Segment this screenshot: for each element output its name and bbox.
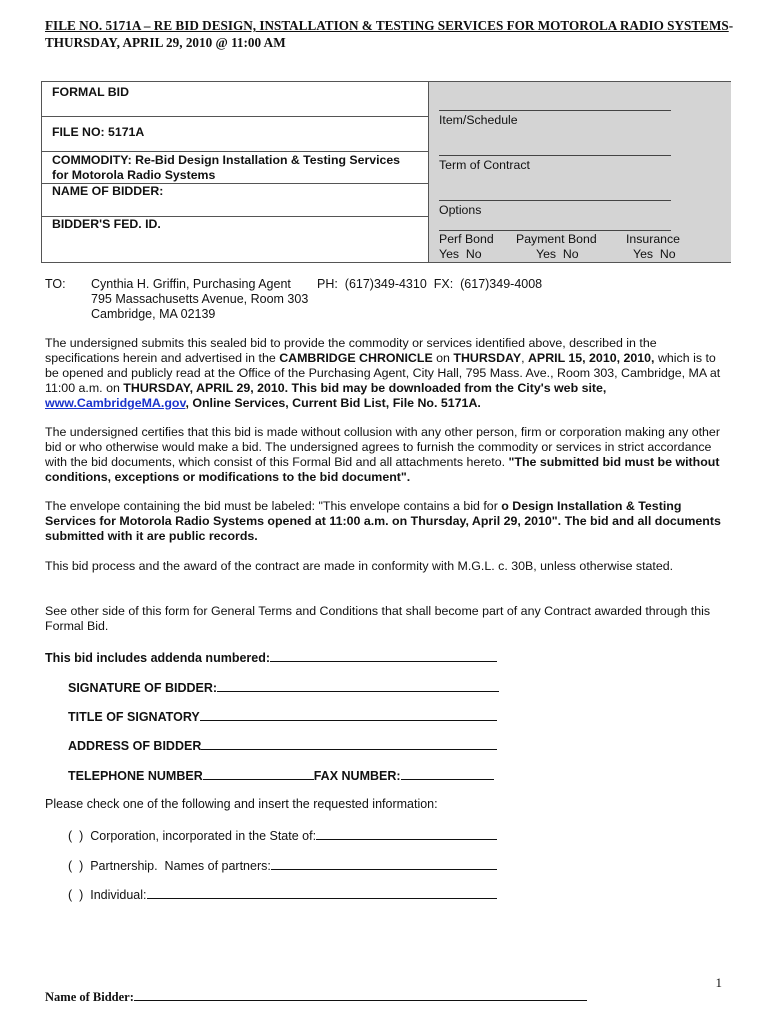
individual-label: ( ) Individual: <box>68 888 147 902</box>
addenda-input[interactable] <box>270 649 497 662</box>
p1-newspaper: CAMBRIDGE CHRONICLE <box>279 351 433 365</box>
p2-conditions: "The submitted bid must be without conditions, exceptions or modifications to the bid document". <box>45 455 720 484</box>
bid-options-panel <box>428 82 731 262</box>
item-schedule-line <box>439 110 671 111</box>
signature-label: SIGNATURE OF BIDDER <box>68 681 213 695</box>
signature-colon: : <box>212 681 218 695</box>
telephone-label: TELEPHONE NUMBER <box>68 769 203 783</box>
paragraph-certification <box>45 425 730 485</box>
paragraph-envelope <box>45 499 730 544</box>
city-website-link[interactable]: www.CambridgeMA.gov <box>45 396 186 410</box>
insurance-label: Insurance <box>626 232 681 246</box>
individual-option[interactable] <box>68 886 497 902</box>
p1-opening-date: THURSDAY, APRIL 29, 2010. This bid may be downloaded from the City's web site, <box>123 381 607 395</box>
partnership-label: ( ) Partnership. Names of partners: <box>68 859 271 873</box>
payment-bond-label: Payment Bond <box>516 232 597 246</box>
footer-name-input[interactable] <box>134 988 587 1001</box>
document-title <box>45 17 745 51</box>
corporation-option[interactable] <box>68 827 497 843</box>
recipient-address-line2: Cambridge, MA 02139 <box>91 307 216 321</box>
p1-text-a: The undersigned submits this sealed bid to provide the commodity or services identified above, described in the specifications herein and advertised in the <box>45 336 657 365</box>
bond-line <box>439 230 671 231</box>
paragraph-advertisement <box>45 336 730 411</box>
insurance-yes-no: Yes No <box>633 247 676 261</box>
formal-bid-cell <box>42 82 428 117</box>
address-field <box>68 737 497 753</box>
name-of-bidder-label: NAME OF BIDDER: <box>52 184 164 198</box>
p1-text-g: which is to be opened and publicly read at the Office of the Purchasing Agent, City Hall, 795 Mass. Ave., Room 303, Cambridge, MA at 11:00 a.m. on <box>45 351 721 395</box>
p1-date: APRIL 15, 2010, 2010, <box>527 351 655 365</box>
recipient-address-line1: 795 Massachusetts Avenue, Room 303 <box>91 292 309 306</box>
options-line <box>439 200 671 201</box>
address-input[interactable] <box>201 737 497 750</box>
title-line2: THURSDAY, APRIL 29, 2010 @ 11:00 AM <box>45 35 286 50</box>
individual-input[interactable] <box>147 886 497 899</box>
signature-field <box>68 679 499 695</box>
footer-name-of-bidder <box>45 988 587 1005</box>
telephone-input[interactable] <box>203 767 314 780</box>
perf-bond-yes-no: Yes No <box>439 247 482 261</box>
p2-text: The undersigned certifies that this bid is made without collusion with any other person, firm or corporation making any other bid or who otherwise would make a bid. The undersigned agrees to furnish the commodity or services in strict accordance with the bid documents, which consist of this Formal Bid and all attachments hereto. <box>45 425 720 469</box>
term-line <box>439 155 671 156</box>
page-number: 1 <box>715 975 722 990</box>
recipient-address <box>91 277 308 322</box>
recipient-name: Cynthia H. Griffin, Purchasing Agent <box>91 277 291 291</box>
paragraph-mgl: This bid process and the award of the contract are made in conformity with M.G.L. c. 30B, unless otherwise stated. <box>45 559 674 573</box>
p1-bid-list: , Online Services, Current Bid List, File No. 5171A. <box>185 396 481 410</box>
addenda-field <box>45 649 497 665</box>
item-schedule-label: Item/Schedule <box>439 113 518 127</box>
commodity-line2: for Motorola Radio Systems <box>52 168 216 182</box>
p3-label: o Design Installation & Testing Services for Motorola Radio Systems opened at 11:00 a.m. on Thursday, April 29, 2010". The bid and all documents submitted with it are public records. <box>45 499 721 543</box>
partnership-names-input[interactable] <box>271 857 497 870</box>
title-dash: - <box>728 18 734 33</box>
footer-name-label: Name of Bidder: <box>45 990 134 1004</box>
commodity-line1: COMMODITY: Re-Bid Design Installation & Testing Services <box>52 153 401 167</box>
commodity-label <box>52 153 400 183</box>
p1-text-e: , <box>521 351 528 365</box>
fed-id-label: BIDDER'S FED. ID. <box>52 217 161 231</box>
title-signatory-label: TITLE OF SIGNATORY <box>68 710 200 724</box>
name-of-bidder-cell <box>42 184 428 217</box>
formal-bid-label: FORMAL BID <box>52 85 129 99</box>
p3-text: The envelope containing the bid must be labeled: "This envelope contains a bid for <box>45 499 502 513</box>
addenda-label: This bid includes addenda numbered: <box>45 651 271 665</box>
title-signatory-input[interactable] <box>200 708 497 721</box>
payment-bond-yes-no: Yes No <box>536 247 579 261</box>
partnership-option[interactable] <box>68 857 497 873</box>
title-signatory-field <box>68 708 497 724</box>
paragraph-terms: See other side of this form for General Terms and Conditions that shall become part of any Contract awarded through this Formal Bid. <box>45 604 711 633</box>
p1-day: THURSDAY <box>453 351 522 365</box>
signature-input[interactable] <box>217 679 499 692</box>
telephone-fax-field <box>68 767 494 783</box>
fax-label: FAX NUMBER: <box>313 769 401 783</box>
term-of-contract-label: Term of Contract <box>439 158 530 172</box>
phone-fax: PH: (617)349-4310 FX: (617)349-4008 <box>317 277 543 291</box>
bid-info-box <box>41 81 731 263</box>
file-no-label: FILE NO: 5171A <box>52 125 145 139</box>
title-line1: FILE NO. 5171A – RE BID DESIGN, INSTALLATION & TESTING SERVICES FOR MOTOROLA RADIO SYSTEMS <box>45 18 729 33</box>
file-no-cell <box>42 117 428 152</box>
to-label: TO: <box>45 277 66 291</box>
corporation-label: ( ) Corporation, incorporated in the State of: <box>68 829 317 843</box>
perf-bond-label: Perf Bond <box>439 232 494 246</box>
commodity-cell <box>42 152 428 184</box>
fax-input[interactable] <box>401 767 494 780</box>
corporation-state-input[interactable] <box>316 827 497 840</box>
p1-text-c: on <box>432 351 454 365</box>
check-instruction: Please check one of the following and insert the requested information: <box>45 797 438 811</box>
address-label: ADDRESS OF BIDDER <box>68 739 202 753</box>
fed-id-cell <box>42 217 428 262</box>
options-label: Options <box>439 203 482 217</box>
